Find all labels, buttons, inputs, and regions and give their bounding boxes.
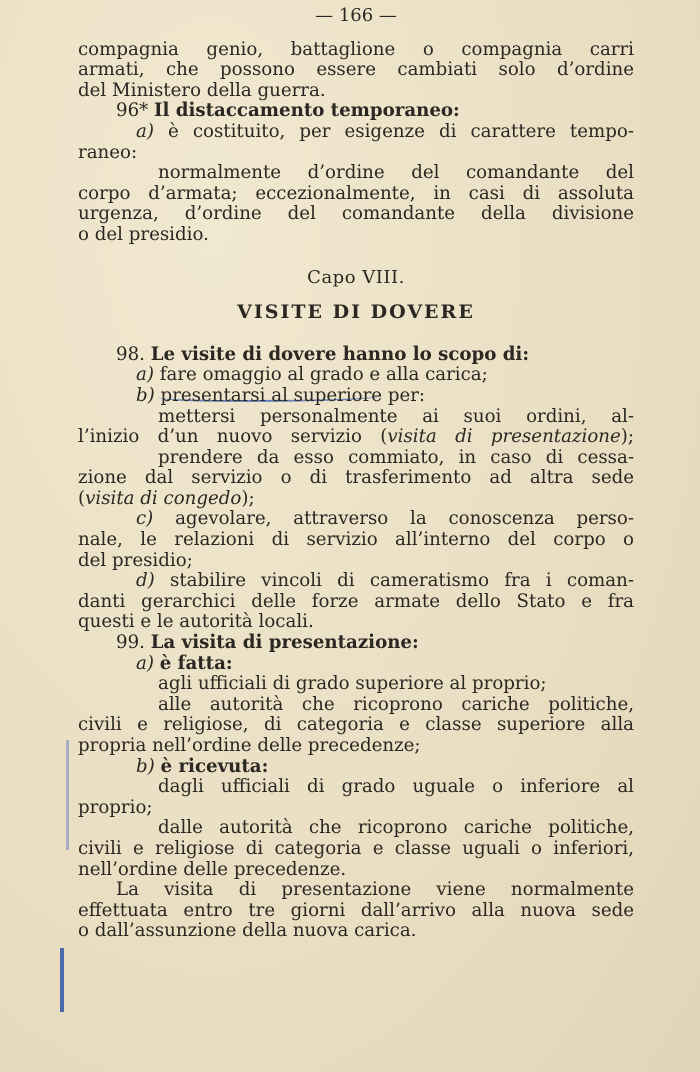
text-line: nale, le relazioni di servizio all’interno del corpo o <box>78 529 634 551</box>
text-line: effettuata entro tre giorni dall’arrivo alla nuova sede <box>78 899 634 921</box>
text-line: b) presentarsi al superiore per: <box>136 384 426 406</box>
text-line: o dall’assunzione della nuova carica. <box>78 920 417 942</box>
item-label: a) <box>136 120 154 142</box>
section-title: La visita di presentazione: <box>150 632 419 654</box>
section-98-heading <box>78 345 634 366</box>
text-line: armati, che possono essere cambiati solo d’ordine <box>78 59 634 81</box>
text-line: d) stabilire vincoli di cameratismo fra i coman- <box>136 570 634 592</box>
section-title: Le visite di dovere hanno lo scopo di: <box>150 343 530 365</box>
text-line: danti gerarchici delle forze armate dello Stato e fra <box>78 590 634 612</box>
text-line: (visita di congedo); <box>78 487 255 509</box>
text-line: La visita di presentazione viene normalmente <box>116 879 634 901</box>
section-number: 99. <box>116 632 145 654</box>
text-line: zione dal servizio o di trasferimento ad altra sede <box>78 467 634 489</box>
page-number: — 166 — <box>315 5 397 26</box>
text-line: questi e le autorità locali. <box>78 611 314 633</box>
text-line: a) fare omaggio al grado e alla carica; <box>136 364 488 386</box>
text-line: a) è costituito, per esigenze di carattere tempo- <box>136 120 634 142</box>
text-line: corpo d’armata; eccezionalmente, in casi di assoluta <box>78 182 634 204</box>
text-line: compagnia genio, battaglione o compagnia carri <box>78 38 634 60</box>
text-line: nell’ordine delle precedenze. <box>78 858 347 880</box>
text-line: civili e religiose di categoria e classe uguali o inferiori, <box>78 837 634 859</box>
text-line: propria nell’ordine delle precedenze; <box>78 735 421 756</box>
text-line: del presidio; <box>78 549 193 571</box>
text-line: b) è ricevuta: <box>136 755 269 777</box>
pen-margin-mark-dark <box>60 948 64 1012</box>
text-line: dagli ufficiali di grado uguale o inferiore al <box>158 776 634 798</box>
text-line: prendere da esso commiato, in caso di cessa- <box>158 446 634 468</box>
section-title: Il distaccamento temporaneo: <box>154 100 460 122</box>
chapter-title: VISITE DI DOVERE <box>237 301 475 324</box>
section-number: 98. <box>116 343 145 365</box>
text-line: raneo: <box>78 141 138 163</box>
text-line: del Ministero della guerra. <box>78 79 326 101</box>
text-line: agli ufficiali di grado superiore al proprio; <box>158 673 547 695</box>
text-line: mettersi personalmente ai suoi ordini, al- <box>158 405 634 427</box>
chapter-label: Capo VIII. <box>307 266 405 288</box>
text-line: alle autorità che ricoprono cariche politiche, <box>158 693 634 715</box>
text-line: l’inizio d’un nuovo servizio (visita di presentazione); <box>78 426 634 448</box>
section-96-heading <box>78 101 634 122</box>
text-line: urgenza, d’ordine del comandante della divisione <box>78 203 634 225</box>
text-line: c) agevolare, attraverso la conoscenza perso- <box>136 508 634 530</box>
text-line: a) è fatta: <box>136 652 233 674</box>
text-line: o del presidio. <box>78 223 209 245</box>
document-page <box>78 6 634 942</box>
text-line: proprio; <box>78 796 153 818</box>
text-line: civili e religiose, di categoria e classe superiore alla <box>78 714 634 736</box>
section-99-heading <box>78 633 634 654</box>
text-line: normalmente d’ordine del comandante del <box>158 162 634 184</box>
text-line: dalle autorità che ricoprono cariche politiche, <box>158 817 634 839</box>
section-number: 96* <box>116 100 149 122</box>
pen-margin-mark <box>66 740 69 850</box>
